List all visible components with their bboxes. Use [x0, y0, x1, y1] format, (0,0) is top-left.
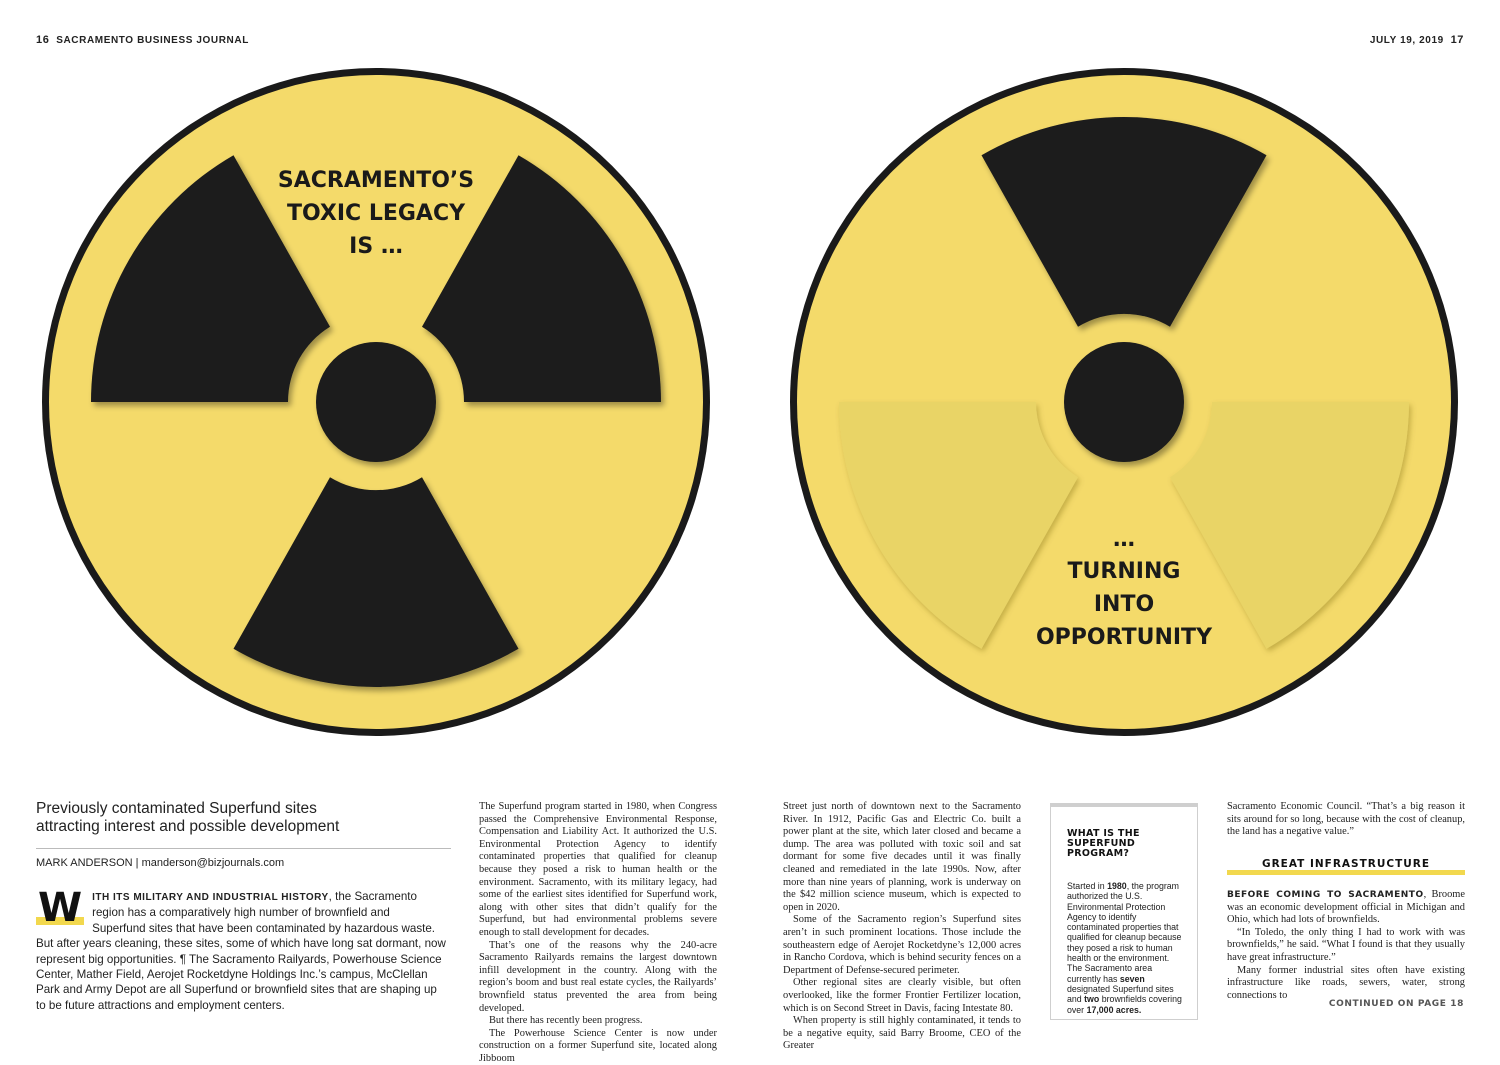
center-circle — [316, 342, 436, 462]
article-deck — [36, 800, 456, 836]
deck-line-1: Previously contaminated Superfund sites — [36, 800, 317, 817]
lede-body: , the Sacramento region has a comparatively high number of brownfield and Superfund sites that have been contaminated by hazardous waste. But after years cleaning, these sites, some of which have long sat dormant, now represent big opportunities. ¶ The Sacramento Railyards, Powerhouse Science Center, Mather Field, Aerojet Rocketdyne Holdings Inc.’s campus, McClellan Park and Army Depot are all Superfund or brownfield sites that are shaping up to be future attractions and employment centers. — [36, 890, 446, 1012]
art-left-line-3: IS … — [349, 234, 403, 259]
col1-paragraph-3: But there has recently been progress. — [489, 1015, 643, 1027]
article-column-4 — [1227, 801, 1465, 839]
col2-paragraph-4: When property is still highly contaminated, it tends to be a negative equity, said Barry Broome, CEO of the Greater — [783, 1015, 1021, 1052]
byline-email[interactable]: manderson@bizjournals.com — [141, 857, 285, 869]
left-page-number: 16 — [36, 34, 50, 46]
drop-cap: W — [38, 885, 83, 931]
art-left-line-2: TOXIC LEGACY — [286, 201, 466, 226]
lede-smallcaps: ITH ITS MILITARY AND INDUSTRIAL HISTORY — [92, 892, 329, 903]
sidebar-body — [1067, 881, 1185, 1015]
sidebar-text-2: , the program authorized the U.S. Environmental Protection Agency to identify contaminated properties that qualified for cleanup because they posed a risk to human health or the environment. The Sacramento area currently has — [1067, 881, 1182, 984]
col4-paragraph-3: Many former industrial sites often have existing infrastructure like roads, sewers, water, strong connections to — [1227, 964, 1465, 1001]
publication-name: SACRAMENTO BUSINESS JOURNAL — [56, 35, 249, 46]
sidebar-bold-year: 1980 — [1107, 881, 1127, 891]
sidebar-text-4: brownfields covering over — [1067, 994, 1182, 1015]
continued-on-page[interactable]: CONTINUED ON PAGE 18 — [1328, 999, 1464, 1009]
art-right-line-1: TURNING — [1067, 559, 1181, 584]
sidebar-bold-acres: 17,000 acres. — [1086, 1004, 1142, 1015]
col1-paragraph-4: The Powerhouse Science Center is now under construction on a former Superfund site, located along Jibboom — [479, 1027, 717, 1064]
superfund-sidebar — [1050, 803, 1198, 1020]
sidebar-text-3: designated Superfund sites and — [1067, 983, 1174, 1005]
sidebar-title-line-3: PROGRAM? — [1067, 848, 1130, 859]
sidebar-title — [1067, 829, 1197, 859]
col4-paragraph-2: “In Toledo, the only thing I had to work with was brownfields,” he said. “What I found is that they usually have great infrastructure.” — [1227, 926, 1465, 963]
sidebar-title-line-1: WHAT IS THE — [1067, 828, 1140, 839]
radiation-symbol-right-graphic — [784, 62, 1464, 742]
sidebar-bold-seven: seven — [1119, 973, 1145, 984]
folio-left — [36, 34, 249, 46]
col1-paragraph-2: That’s one of the reasons why the 240-acre Sacramento Railyards remains the largest downtown infill development in the country. Along with the region’s boom and bust real estate cycles, the Railyards’ brownfield status prevented the area from being developed. — [479, 939, 717, 1014]
col4-paragraph-1 — [1227, 889, 1465, 927]
sidebar-bold-two: two — [1084, 994, 1100, 1005]
article-column-1 — [479, 801, 717, 1065]
radiation-symbol-opportunity — [784, 62, 1464, 742]
col2-paragraph-2: Some of the Sacramento region’s Superfund sites aren’t in such prominent locations. Those include the southeastern edge of Aerojet Rocketdyne’s 12,000 acres in Rancho Cordova, which is behind security fences on a Department of Defense-secured perimeter. — [783, 914, 1021, 976]
subhead-great-infrastructure: GREAT INFRASTRUCTURE — [1227, 858, 1465, 875]
radiation-symbol-left-graphic — [36, 62, 716, 742]
art-left-line-1: SACRAMENTO’S — [277, 168, 475, 193]
article-lede — [36, 885, 446, 1013]
deck-rule — [36, 848, 451, 849]
sidebar-title-line-2: SUPERFUND — [1067, 838, 1136, 849]
art-right-line-2: INTO — [1093, 592, 1155, 617]
col2-paragraph-1: Street just north of downtown next to the Sacramento River. In 1912, Pacific Gas and Electric Co. built a power plant at the site, which later closed and became a dump. The area was polluted with toxic soil and sat dormant for some five decades until it was finally cleaned and remediated in the late 1990s. Now, after more than nine years of planning, work is underway on the $42 million science museum, which is expected to open in 2020. — [783, 801, 1021, 913]
sidebar-text-1: Started in — [1067, 881, 1108, 891]
article-column-2 — [783, 801, 1021, 1053]
byline-separator: | — [132, 857, 142, 869]
byline-name: MARK ANDERSON — [36, 857, 133, 869]
art-right-line-3: OPPORTUNITY — [1035, 625, 1213, 650]
col4-smallcaps: BEFORE COMING TO SACRAMENTO — [1227, 890, 1424, 900]
center-circle — [1064, 342, 1184, 462]
col2-paragraph-3: Other regional sites are clearly visible, but often overlooked, like the former Frontier Fertilizer location, which is on Second Street in Davis, facing Intestate 80. — [783, 977, 1021, 1014]
folio-right — [1370, 34, 1464, 46]
right-page-number: 17 — [1450, 34, 1464, 46]
article-column-4-continued — [1227, 889, 1465, 1002]
deck-line-2: attracting interest and possible development — [36, 818, 340, 835]
art-right-ellipsis: … — [1113, 527, 1135, 552]
col4-intro: Sacramento Economic Council. “That’s a big reason it sits around for so long, because with the cost of cleanup, the land has a negative value.” — [1227, 801, 1465, 838]
radiation-symbol-toxic — [36, 62, 716, 742]
col1-paragraph-1: The Superfund program started in 1980, when Congress passed the Comprehensive Environmental Response, Compensation and Liability Act. It authorized the U.S. Environmental Protection Agency to identify contaminated properties that qualified for cleanup because they posed a risk to human health or the environment. Sacramento, with its military legacy, had some of the earliest sites identified for Superfund work, along with other sites that didn’t qualify for the Superfund, but had environmental problems severe enough to stall development for decades. — [479, 801, 717, 938]
col4-p1-rest: , Broome was an economic development official in Michigan and Ohio, which had lots of brownfields. — [1227, 889, 1466, 926]
byline — [36, 857, 284, 869]
issue-date: JULY 19, 2019 — [1369, 35, 1444, 46]
